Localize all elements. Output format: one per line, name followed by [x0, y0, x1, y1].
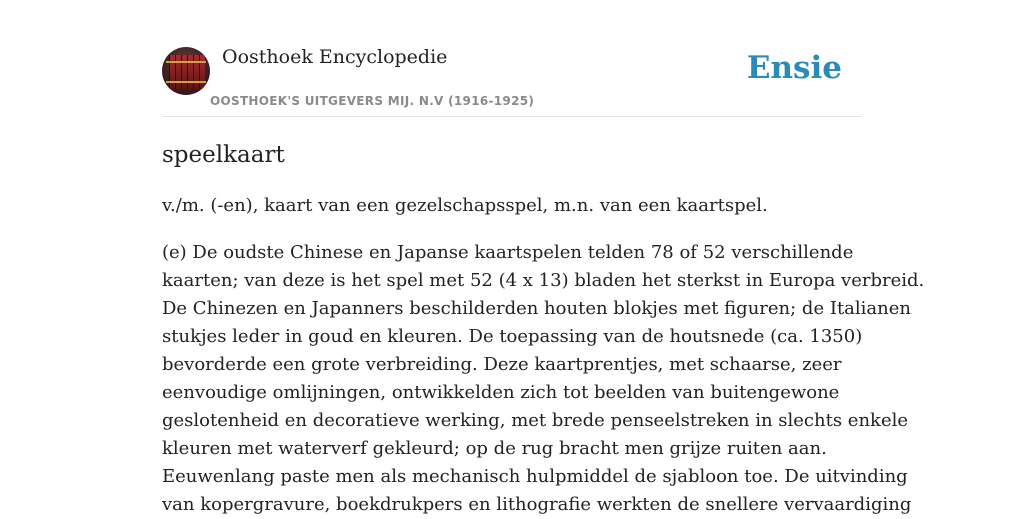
body-line: bevorderde een grote verbreiding. Deze kaartprentjes, met schaarse, zeer [162, 354, 842, 375]
site-header [162, 0, 862, 117]
entry-body [162, 239, 925, 519]
page [162, 0, 925, 519]
ensie-brand-link[interactable]: Ensie [746, 50, 842, 86]
body-line: Eeuwenlang paste men als mechanisch hulpmiddel de sjabloon toe. De uitvinding [162, 466, 908, 487]
entry-title: speelkaart [162, 142, 285, 168]
body-line: De Chinezen en Japanners beschilderden houten blokjes met figuren; de Italianen [162, 298, 911, 319]
site-title-link[interactable]: Oosthoek Encyclopedie [222, 46, 448, 68]
encyclopedia-books-icon[interactable] [162, 47, 210, 95]
body-line: kaarten; van deze is het spel met 52 (4 x 13) bladen het sterkst in Europa verbreid. [162, 270, 925, 291]
body-line: eenvoudige omlijningen, ontwikkelden zich tot beelden van buitengewone [162, 382, 840, 403]
publisher-label: OOSTHOEK'S UITGEVERS MIJ. N.V (1916-1925) [210, 94, 535, 108]
body-line: van kopergravure, boekdrukpers en lithografie werkten de snellere vervaardiging [162, 494, 912, 515]
body-line: (e) De oudste Chinese en Japanse kaartspelen telden 78 of 52 verschillende [162, 242, 854, 263]
body-line: stukjes leder in goud en kleuren. De toepassing van de houtsnede (ca. 1350) [162, 326, 863, 347]
body-line: kleuren met waterverf gekleurd; op de rug bracht men grijze ruiten aan. [162, 438, 827, 459]
body-line: geslotenheid en decoratieve werking, met brede penseelstreken in slechts enkele [162, 410, 909, 431]
entry-definition: v./m. (-en), kaart van een gezelschapsspel, m.n. van een kaartspel. [162, 195, 768, 216]
